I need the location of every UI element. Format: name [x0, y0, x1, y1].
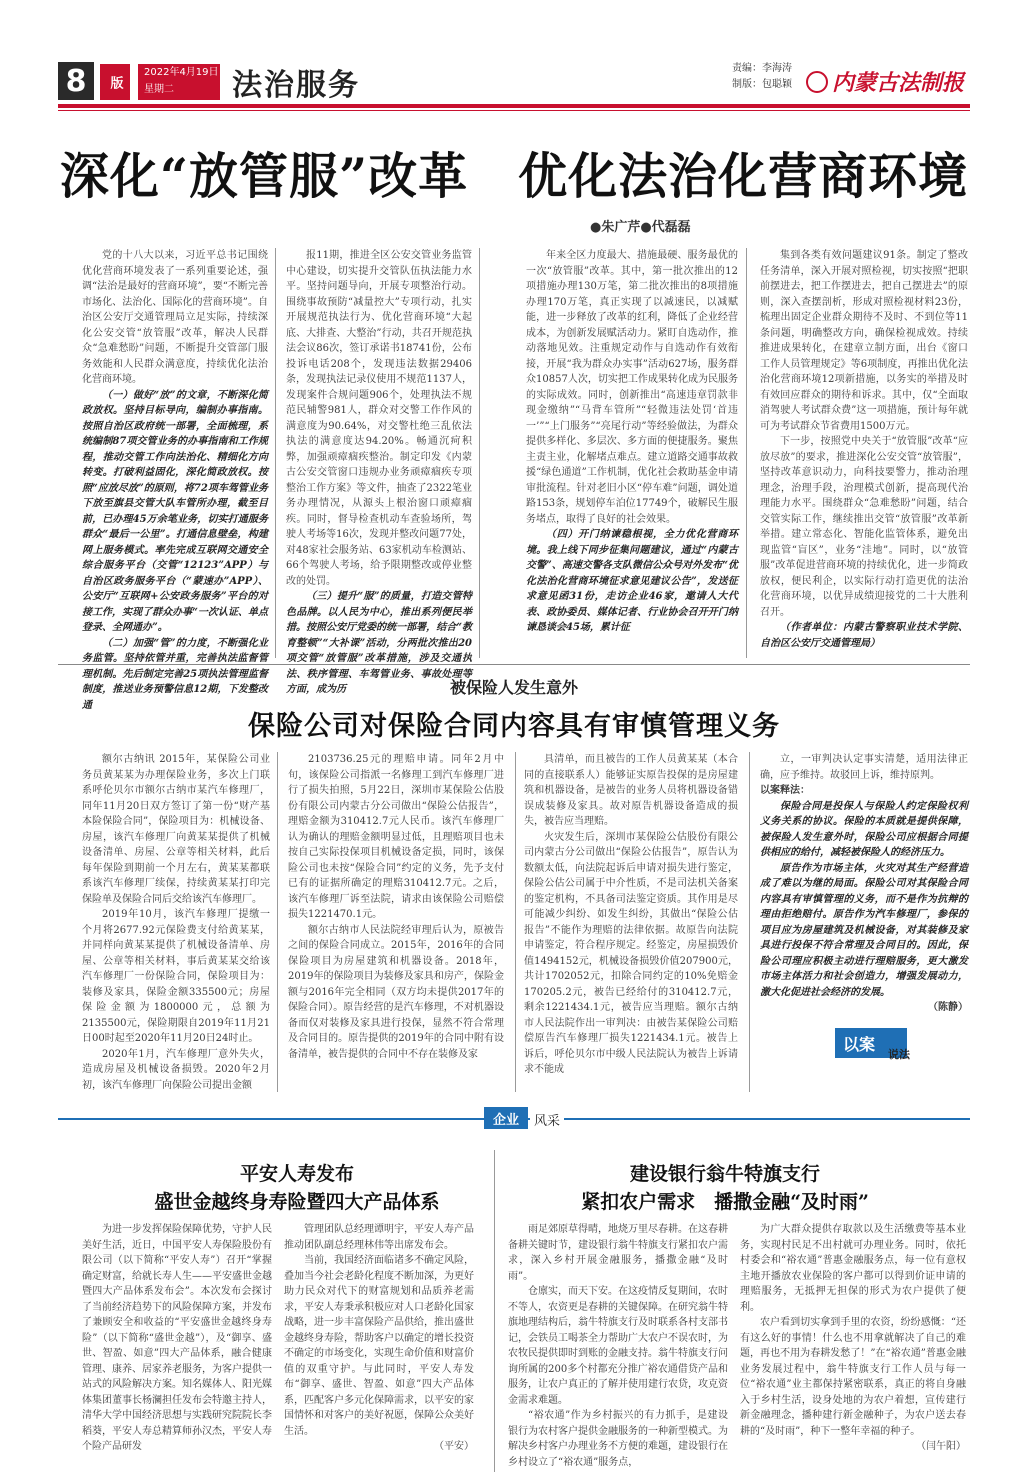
header-rule	[58, 104, 970, 108]
paragraph: （四）开门纳谏稳根视，全力优化营商环境。我上线下同步征集问题建议，通过“内蒙古交警”、高速交警各支队微信公众号对外发布“优化法治化营商环境征求意见建议公告”，发送征求意见函31份，走访企业46家，邀请人大代表、政协委员、媒体记者、行业协会召开开门纳谏恳谈会45场，累计征	[526, 529, 738, 633]
right-title-line-1: 建设银行翁牛特旗支行	[629, 1163, 820, 1185]
case-column-4	[760, 752, 968, 1022]
author: （闫午阳）	[916, 1441, 966, 1452]
lead-column-1	[82, 248, 268, 711]
paragraph: 额尔古纳讯 2015年，某保险公司业务员黄某某为办理保险业务，多次上门联系呼伦贝尔市额尔古纳市某汽车修理厂，同年11月20日双方签订了第一份“财产基本险保险合同”，保险项目为：机械设备、房屋，该汽车修理厂向黄某某提供了机械设备清单、房屋、公章等相关材料，此后每年保险到期前一个月左右，黄某某都联系该汽车修理厂续保，持续黄某某打印完保险单及保险合同后交给该汽车修理厂。	[82, 754, 270, 905]
paragraph: 下一步，按照党中央关于“放管服”改革“应放尽放”的要求，推进深化公安交管“放管服”，坚持改革意识动力，向科技要警力，推动治理理念，治理手段，治理模式创新，提高现代治理能力水平。围绕群众“急难愁盼”问题，结合交管实际工作，继续推出交管“放管服”改革新举措。建立常态化、智能化监管体系，避免出现监管“盲区”，业务“洼地”。同时，以“放管服”改革促进营商环境的持续优化，进一步简政放权，便民利企，以实际行动打造更优的法治化营商环境，以优异成绩迎接党的二十大胜利召开。	[760, 436, 968, 618]
left-article-column-1	[82, 1222, 272, 1472]
paragraph: （二）加强“管”的力度，不断强化业务监管。坚持依管并重，完善执法监督管理机制。先后制定完善25项执法管理监督制度，推送业务预警信息12期，下发整改通	[82, 637, 268, 711]
left-title-line-1: 平安人寿发布	[239, 1163, 354, 1185]
masthead-name: 内蒙古法制报	[832, 70, 965, 96]
right-article-column-1	[508, 1222, 728, 1472]
right-article-title	[500, 1160, 950, 1216]
left-title-line-2: 盛世金越终身寿险暨四大产品体系	[154, 1191, 440, 1213]
column-divider	[479, 248, 480, 658]
masthead-logo	[806, 66, 964, 97]
case-headline: 保险公司对保险合同内容具有审慎管理义务	[248, 711, 780, 742]
paragraph: 雨足郊原草得晴，地烧万里尽春耕。在这春耕备耕关键时节，建设银行翁牛特旗支行紧扣农户需求，深入乡村开展金融服务，播撒金融“及时雨”。	[508, 1224, 728, 1282]
masthead-logo-icon	[806, 71, 828, 93]
author: （陈静）	[928, 1002, 968, 1013]
paragraph: 2103736.25元的理赔申请。同年2月中旬，该保险公司指派一名修理工到汽车修理厂进行了损失拍照，5月22日，深圳市某保险公估股份有限公司内蒙古分公司做出“保险公估报告”，理赔金额为310412.7元人民币。该汽车修理厂认为确认的理赔金额明显过低，且理赔项目也未按自己实际投保项目机械设备定损，同时，该保险公司也未按“保险合同”约定的义务，先予支付已有的证据所确定的理赔310412.7元。之后，该汽车修理厂诉至法院，请求由该保险公司赔偿损失1221470.1元。	[288, 754, 504, 920]
paragraph: 火灾发生后，深圳市某保险公估股份有限公司内蒙古分公司做出“保险公估报告”，原告认为数额太低，向法院起诉后申请对损失进行鉴定，保险公估公司属于中介性质，不是司法机关备案的鉴定机构，不具备司法鉴定资质。其作用是尽可能减少纠纷、如发生纠纷，其做出“保险公估报告”不能作为理赔的法律依据。故原告向法院申请鉴定，符合程序规定。经鉴定，房屋损毁价值1494152元，机械设备损毁价值207900元，共计1702052元，扣除合同约定的10%免赔金170205.2元，被告已经给付的310412.7元，剩余1221434.1元，被告应当理赔。额尔古纳市人民法院作出一审判决：由被告某保险公司赔偿原告汽车修理厂损失1221434.1元。被告上诉后，呼伦贝尔市中级人民法院认为被告上诉请求不能成	[524, 831, 738, 1075]
paragraph: 原告作为市场主体，火灾对其生产经营造成了难以为继的局面。保险公司对其保险合同内容具有审慎管理的义务，而不是作为抗辩的理由拒绝赔付。原告作为汽车修理厂，参保的项目应为房屋建筑及机械设备，对其装修及家具进行投保不符合常理及合同目的。因此，保险公司理应积极主动进行理赔服务，更大激发市场主体活力和社会创造力，增强发展动力，激大化促进社会经济的发展。	[760, 862, 968, 998]
case-column-2	[288, 752, 504, 1092]
producer: 制版：包聪颖	[732, 79, 792, 90]
case-column-badge: 以案	[835, 1028, 907, 1058]
left-article-column-2	[284, 1222, 474, 1472]
column-divider	[275, 248, 276, 658]
case-column-1	[82, 752, 270, 1092]
case-column-3	[524, 752, 738, 1092]
column-divider	[494, 1150, 495, 1472]
paragraph: 管理团队总经理谭明宇，平安人寿产品推动团队副总经理林伟等出席发布会。	[284, 1224, 474, 1251]
column-divider	[749, 752, 750, 1092]
author: （平安）	[434, 1441, 474, 1452]
lead-column-4	[760, 248, 968, 658]
comment-label: 以案释法：	[760, 785, 810, 796]
paragraph: （一）做好“放”的文章，不断深化简政放权。坚持目标导向，编制办事指南。按照自治区政府统一部署，全面梳理，系统编制87项交管业务的办事指南和工作规程，推动交管工作向法治化、精细化方向转变。打破利益固化，深化简政放权。按照“应放尽放”的原则，将72项车驾管业务下放至旗县交管大队车管所办理，截至目前，已办理45万余笔业务，切实打通服务群众“最后一公里”。打通信息壁垒，构建网上服务模式。率先完成互联网交通安全综合服务平台（交管“12123”APP）与自治区政务服务平台（“蒙速办”APP）、公安厅“互联网+公安政务服务”平台的对接工作，实现了群众办事“一次认证、单点登录、全网通办”。	[82, 389, 268, 633]
lead-headline: 深化“放管服”改革 优化法治化营商环境	[59, 147, 969, 205]
paragraph: 为广大群众提供存取款以及生活缴费等基本业务，实现村民足不出村就可办理业务。同时，依托村委会和“裕农通”普惠金融服务点，每一位有意权主地开播放农业保险的客户都可以得到价证申请的理赔服务，无抵押无担保的形式为农户提供了便利。	[740, 1224, 966, 1313]
issue-weekday: 星期二	[144, 84, 174, 95]
case-kicker: 被保险人发生意外	[449, 678, 578, 697]
paragraph: 农户看到切实拿到手里的农资，纷纷感慨：“还有这么好的事情！什么也不用拿就解决了自己的难题，再也不用为春耕发愁了！”在“裕农通”普惠金融业务发展过程中，翁牛特旗支行工作人员与每一位“裕农通”业主都保持紧密联系，真正的将自身融入于乡村生活，设身处地的为农户着想，宣传建行新金融理念，播种建行新金融种子，为农户送去春耕的“及时雨”，种下一整年幸福的种子。	[740, 1317, 966, 1437]
paragraph: 保险合同是投保人与保险人约定保险权利义务关系的协议。保险的本质就是提供保障，被保险人发生意外时，保险公司应根据合同提供相应的给付，减轻被保险人的经济压力。	[760, 800, 968, 858]
case-column-badge-suffix: 说法	[888, 1048, 910, 1061]
paragraph: 立，一审判决认定事实清楚，适用法律正确，应予维持。故驳回上诉，维持原判。	[760, 754, 968, 781]
page-number: 8	[58, 62, 94, 100]
author-note: （作者单位：内蒙古警察职业技术学院、自治区公安厅交通管理局）	[760, 622, 968, 649]
issue-date: 2022年4月19日	[144, 67, 219, 78]
paragraph: 具清单，而且被告的工作人员黄某某（本合同的直接联系人）能够证实原告投保的是房屋建筑和机器设备，是被告的业务人员将机器设备错误成装修及家具。故对原告机器设备造成的损失，被告应当理赔。	[524, 754, 738, 827]
paragraph: 报11期，推进全区公安交管业务监管中心建设，切实提升交管队伍执法能力水平。坚持问题导向，开展专项整治行动。围绕事故预防“减量控大”专项行动，扎实开展规范执法行为、优化营商环境“大起底、大排查、大整治”行动，共召开规范执法会议86次，签订承诺书18741份，公布投诉电话208个，发现违法数据29406条，发现执法记录仪使用不规范1137人，发现案件合规问题906个，处理执法不规范民辅警981人，群众对交警工作作风的满意度为90.64%，对交警杜绝三乱依法执法的满意度达94.20%。畅通沉疴积弊，加强顽瘴痼疾整治。制定印发《内蒙古公安交管窗口违规办业务顽瘴痼疾专项整治工作方案》等文件，抽查了2322笔业务办理情况，从源头上根治窗口顽瘴痼疾。同时，督导检查机动车查验场所，驾驶人考场等16次，发现并整改问题77处，对48家社会服务站、63家机动车检测站、66个驾驶人考场，给予限期整改或停业整改的处罚。	[286, 250, 472, 587]
section-divider	[58, 664, 970, 665]
paragraph: 仓廪实，而天下安。在这疫情反复期间，农时不等人，农资更是春耕的关键保障。在研究翁牛特旗地理结构后，翁牛特旗支行及时联系各村支部书记，会铁员工喝茶全力帮助广大农户不误农时，为农牧民提供即时到账的金融支持。翁牛特旗支行问询所属的200多个村都充分推广裕农通借贷产品和服务，让农户真正的了解并使用建行农贷，攻克资金需求难题。	[508, 1286, 728, 1406]
left-article-title	[82, 1160, 512, 1216]
paragraph: 2020年1月，汽车修理厂意外失火，造成房屋及机械设备损毁。2020年2月初，该汽车修理厂向保险公司提出金额	[82, 1048, 270, 1091]
paragraph: 额尔古纳市人民法院经审理后认为，原被告之间的保险合同成立。2015年，2016年的合同保险项目为房屋建筑和机器设备。2018年，2019年的保险项目为装修及家具和房产，保险金额与2016年完全相同（双方均未提供2017年的保险合同）。原告经营的是汽车修理，不对机器设备而仅对装修及家具进行投保，显然不符合常理及合同目的。原告提供的2019年的合同中附有设备清单，被告提供的合同中不存在装修及家	[288, 924, 504, 1060]
section-title: 法治服务	[232, 68, 360, 103]
paragraph: 集到各类有效问题建议91条。制定了整改任务清单，深入开展对照检视，切实按照“把职前摆进去，把工作摆进去，把自己摆进去”的原则，深入查摆剖析，形成对照检视材料23份，梳理出固定企业群众期待不及时、不到位等11条问题，明确整改方向，确保检视成效。持续推进成果转化，在建章立制方面，出台《窗口工作人员管理规定》等6项制度，再推出优化法治化营商环境12项新措施，以务实的举措及时有效回应群众的期待和诉求。其中，仅“全面取消驾驶人考试群众费”这一项措施，预计每年就可为考试群众节省费用1500万元。	[760, 250, 968, 432]
lead-column-3	[526, 248, 738, 658]
issue-date-box	[138, 64, 220, 100]
right-article-column-2	[740, 1222, 966, 1472]
enterprise-label: 风采	[530, 1110, 564, 1129]
paragraph: 党的十八大以来，习近平总书记围绕优化营商环境发表了一系列重要论述，强调“法治是最好的营商环境”，要“不断完善市场化、法治化、国际化的营商环境”。自治区公安厅交通管理局立足实际，持续深化公安交管“放管服”改革，解决人民群众“急难愁盼”问题，不断提升交管部门服务效能和人民群众满意度，持续优化法治化营商环境。	[82, 250, 268, 385]
paragraph: 2019年10月，该汽车修理厂提缴一个月将2677.92元保险费支付给黄某某，并同样向黄某某提供了机械设备清单、房屋、公章等相关材料，事后黄某某交给该汽车修理厂一份保险合同，保险项目为：装修及家具，保险金额335500元；房屋保险金额为1800000元，总额为2135500元，保险期限自2019年11月21日00时起至2020年11月20日24时止。	[82, 909, 270, 1044]
paragraph: 当前，我国经济面临诸多不确定风险，叠加当今社会老龄化程度不断加深，为更好助力民众对代下的财富规划和品质养老需求，平安人寿秉承积极应对人口老龄化国家战略，进一步丰富保险产品供给，推出盛世金越终身寿险，帮助客户以确定的增长投资不确定的市场变化，实现生命价值和财富价值的双重守护。与此同时，平安人寿发布“御享、盛世、智盈、如意”四大产品体系，匹配客户多元化保障需求，以平安的家国情怀和对客户的美好祝愿，保障公众美好生活。	[284, 1255, 474, 1437]
page-ban-label: 版	[100, 64, 130, 100]
paragraph: （三）提升“服”的质量，打造交管特色品牌。以人民为中心，推出系列便民举措。按照公安厅党委的统一部署，结合“教育整顿”“大补课”活动，分两批次推出20项交管“放管服”改革措施，涉及交通执法、秩序管理、车驾管业务、事故处理等方面，成为历	[286, 591, 472, 695]
right-title-line-2: 紧扣农户需求 播撒金融“及时雨”	[581, 1191, 869, 1213]
editor: 责编：李海涛	[732, 63, 792, 74]
paragraph: “裕农通”作为乡村振兴的有力抓手，是建设银行为农村客户提供金融服务的一种新型模式。为解决乡村客户办理业务不方便的难题，建设银行在乡村设立了“裕农通”服务点，	[508, 1410, 728, 1468]
column-divider	[746, 248, 747, 658]
column-divider	[515, 752, 516, 1092]
column-divider	[277, 752, 278, 1092]
editor-credits	[732, 61, 792, 93]
lead-column-2	[286, 248, 472, 695]
paragraph: 为进一步发挥保险保障优势，守护人民美好生活，近日，中国平安人寿保险股份有限公司（以下简称“平安人寿”）召开“掌握确定财富，给就长寿人生——平安盛世金越暨四大产品体系发布会”。本次发布会探讨了当前经济趋势下的风险保障方案，并发布了兼顾安全和收益的“平安盛世金越终身寿险”（以下简称“盛世金越”），及“御享、盛世、智盈、如意”四大产品体系，融合健康管理、康养、居家养老服务，为客户提供一站式的风险解决方案。知名媒体人、阳光媒体集团董事长杨澜担任发布会特邀主持人，清华大学中国经济思想与实践研究院院长李稻葵，平安人寿总精算师孙汉杰，平安人寿个险产品研发	[82, 1224, 272, 1452]
header-rule-thin	[58, 110, 970, 111]
paragraph: 年来全区力度最大、措施最硬、服务最优的一次“放管服”改革。其中，第一批次推出的12项措施办理130万笔，第二批次推出的8项措施办理170万笔，真正实现了以减速民，以减赋能，进一步释放了改革的红利，降低了企业经营成本，为创新发展赋活动力。紧盯自选动作，推动落地见效。注重规定动作与自选动作有效衔接，开展“我为群众办实事”活动627场，服务群众10857人次，切实把工作成果转化成为民服务的实际成效。同时，创新推出“高速违章罚款非现金缴纳”“马背车管所”“轻微违法处罚‘首违一’”“上门服务”“亮尾行动”等经验做法，为群众提供多样化、多层次、多方面的便捷服务。聚焦主责主业，化解堵点难点。建立道路交通事故救援“绿色通道”工作机制，优化社会救助基金申请审批流程。针对老旧小区“停车难”问题，调处道路153条，规划停车泊位17749个，破解民生服务堵点，取得了良好的社会效果。	[526, 250, 738, 525]
enterprise-badge: 企业	[484, 1107, 528, 1129]
lead-byline: ●朱广芹●代磊磊	[590, 220, 691, 235]
